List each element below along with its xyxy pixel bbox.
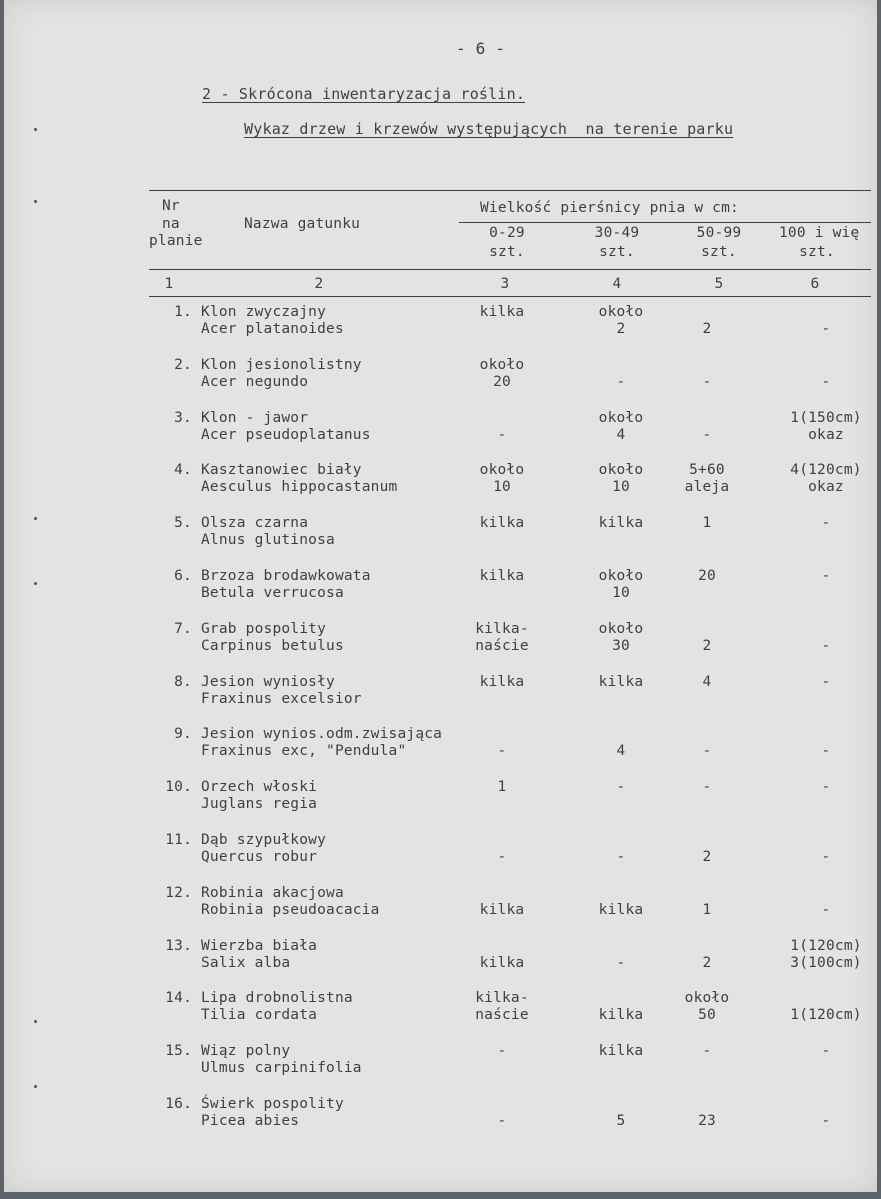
species-latin-name: Robinia pseudoacacia — [201, 902, 380, 918]
row-number: 6. — [174, 568, 192, 584]
species-latin-name: Aesculus hippocastanum — [201, 479, 398, 495]
species-polish-name: Świerk pospolity — [201, 1096, 344, 1112]
subheading: Wykaz drzew i krzewów występujących na terenie parku — [244, 120, 734, 138]
count-c6-line2: okaz — [808, 427, 844, 443]
count-c5-line1: 20 — [698, 568, 716, 584]
count-c4-line2: 10 — [612, 585, 630, 601]
species-polish-name: Brzoza brodawkowata — [201, 568, 371, 584]
species-latin-name: Acer negundo — [201, 374, 309, 390]
count-c6-line2: okaz — [808, 479, 844, 495]
row-number: 9. — [174, 726, 192, 742]
count-c5-line2: 2 — [702, 955, 712, 971]
species-polish-name: Klon - jawor — [201, 410, 309, 426]
header-range-30-49: 30-49 — [594, 225, 640, 241]
count-c3-line2: - — [497, 1113, 507, 1129]
count-c4-line1: około — [598, 621, 644, 637]
species-polish-name: Kasztanowiec biały — [201, 462, 362, 478]
header-rule — [149, 269, 871, 270]
margin-speck — [34, 200, 37, 203]
species-polish-name: Dąb szypułkowy — [201, 832, 327, 848]
species-latin-name: Acer platanoides — [201, 321, 344, 337]
species-latin-name: Betula verrucosa — [201, 585, 344, 601]
header-planie: planie — [149, 233, 203, 249]
header-range-50-99: 50-99 — [696, 225, 742, 241]
header-group-rule — [459, 222, 871, 223]
count-c4-line2: - — [616, 849, 626, 865]
count-c6-line2: 1(120cm) — [790, 1007, 862, 1023]
count-c3-line1: kilka — [479, 304, 525, 320]
count-c4-line2: - — [616, 374, 626, 390]
count-c6-line2: - — [821, 743, 831, 759]
header-unit: szt. — [799, 244, 835, 260]
count-c4-line2: 4 — [616, 743, 626, 759]
count-c6-line1: - — [821, 779, 831, 795]
count-c4-line1: kilka — [598, 515, 644, 531]
margin-speck — [34, 517, 37, 520]
count-c5-line2: 2 — [702, 321, 712, 337]
margin-speck — [34, 128, 37, 131]
count-c5-line2: 2 — [702, 849, 712, 865]
count-c5-line2: 2 — [702, 638, 712, 654]
row-number: 3. — [174, 410, 192, 426]
count-c3-line1: - — [497, 1043, 507, 1059]
row-number: 2. — [174, 357, 192, 373]
count-c5-line2: 1 — [702, 902, 712, 918]
count-c5-line1: 1 — [702, 515, 712, 531]
count-c5-line1: 5+60 — [689, 462, 725, 478]
header-unit: szt. — [599, 244, 635, 260]
count-c4-line2: - — [616, 955, 626, 971]
count-c3-line2: 20 — [493, 374, 511, 390]
count-c3-line1: kilka- — [475, 621, 529, 637]
species-polish-name: Jesion wyniosły — [201, 674, 335, 690]
count-c5-line1: - — [702, 779, 712, 795]
count-c3-line2: - — [497, 427, 507, 443]
count-c6-line1: - — [821, 674, 831, 690]
count-c3-line1: kilka — [479, 515, 525, 531]
species-polish-name: Olsza czarna — [201, 515, 309, 531]
count-c5-line2: - — [702, 427, 712, 443]
col-number-4: 4 — [612, 276, 622, 292]
species-latin-name: Alnus glutinosa — [201, 532, 335, 548]
count-c5-line2: 23 — [698, 1113, 716, 1129]
count-c3-line2: naście — [475, 638, 529, 654]
margin-speck — [34, 1085, 37, 1088]
row-number: 4. — [174, 462, 192, 478]
count-c3-line2: naście — [475, 1007, 529, 1023]
count-c5-line2: 50 — [698, 1007, 716, 1023]
header-unit: szt. — [701, 244, 737, 260]
count-c5-line2: - — [702, 374, 712, 390]
header-unit: szt. — [489, 244, 525, 260]
count-c5-line2: - — [702, 743, 712, 759]
species-polish-name: Jesion wynios.odm.zwisająca — [201, 726, 443, 742]
count-c6-line2: 3(100cm) — [790, 955, 862, 971]
count-c4-line1: około — [598, 304, 644, 320]
count-c4-line2: 10 — [612, 479, 630, 495]
species-latin-name: Juglans regia — [201, 796, 318, 812]
margin-speck — [34, 582, 37, 585]
row-number: 7. — [174, 621, 192, 637]
count-c5-line1: 4 — [702, 674, 712, 690]
count-c4-line2: 2 — [616, 321, 626, 337]
count-c6-line2: - — [821, 849, 831, 865]
header-na: na — [162, 216, 180, 232]
header-range-0-29: 0-29 — [489, 225, 525, 241]
count-c4-line2: 5 — [616, 1113, 626, 1129]
row-number: 5. — [174, 515, 192, 531]
count-c6-line1: - — [821, 1043, 831, 1059]
row-number: 11. — [165, 832, 192, 848]
count-c3-line1: około — [479, 462, 525, 478]
header-dbh-group: Wielkość pierśnicy pnia w cm: — [480, 200, 739, 216]
row-number: 12. — [165, 885, 192, 901]
count-c3-line2: 10 — [493, 479, 511, 495]
count-c4-line2: kilka — [598, 1007, 644, 1023]
row-number: 14. — [165, 990, 192, 1006]
species-polish-name: Lipa drobnolistna — [201, 990, 353, 1006]
col-number-6: 6 — [810, 276, 820, 292]
count-c3-line2: kilka — [479, 902, 525, 918]
species-polish-name: Robinia akacjowa — [201, 885, 344, 901]
col-number-5: 5 — [714, 276, 724, 292]
header-species-name: Nazwa gatunku — [244, 216, 361, 232]
count-c6-line2: - — [821, 1113, 831, 1129]
count-c6-line1: 1(150cm) — [790, 410, 862, 426]
count-c3-line1: kilka — [479, 674, 525, 690]
table-top-rule — [149, 190, 871, 191]
count-c4-line1: około — [598, 462, 644, 478]
species-latin-name: Tilia cordata — [201, 1007, 318, 1023]
count-c3-line1: około — [479, 357, 525, 373]
page-number: - 6 - — [456, 39, 506, 58]
species-latin-name: Fraxinus excelsior — [201, 691, 362, 707]
count-c4-line2: 30 — [612, 638, 630, 654]
count-c4-line2: 4 — [616, 427, 626, 443]
row-number: 13. — [165, 938, 192, 954]
count-c5-line1: - — [702, 1043, 712, 1059]
count-c3-line2: - — [497, 743, 507, 759]
species-latin-name: Quercus robur — [201, 849, 318, 865]
species-latin-name: Ulmus carpinifolia — [201, 1060, 362, 1076]
species-polish-name: Wierzba biała — [201, 938, 318, 954]
count-c4-line2: kilka — [598, 902, 644, 918]
count-c6-line2: - — [821, 638, 831, 654]
count-c3-line2: kilka — [479, 955, 525, 971]
header-nr: Nr — [162, 198, 180, 214]
species-latin-name: Carpinus betulus — [201, 638, 344, 654]
col-number-2: 2 — [314, 276, 324, 292]
count-c6-line2: - — [821, 374, 831, 390]
species-polish-name: Klon zwyczajny — [201, 304, 327, 320]
count-c6-line1: - — [821, 568, 831, 584]
header-bottom-rule — [149, 296, 871, 297]
count-c3-line1: 1 — [497, 779, 507, 795]
row-number: 8. — [174, 674, 192, 690]
document-page — [4, 0, 877, 1192]
count-c6-line1: - — [821, 515, 831, 531]
species-polish-name: Grab pospolity — [201, 621, 327, 637]
count-c5-line1: około — [684, 990, 730, 1006]
row-number: 16. — [165, 1096, 192, 1112]
count-c4-line1: około — [598, 568, 644, 584]
col-number-1: 1 — [164, 276, 174, 292]
margin-speck — [34, 1020, 37, 1023]
count-c4-line1: - — [616, 779, 626, 795]
count-c5-line2: aleja — [684, 479, 730, 495]
count-c6-line1: 4(120cm) — [790, 462, 862, 478]
count-c3-line1: kilka — [479, 568, 525, 584]
species-polish-name: Klon jesionolistny — [201, 357, 362, 373]
species-polish-name: Wiąz polny — [201, 1043, 291, 1059]
species-latin-name: Picea abies — [201, 1113, 300, 1129]
count-c4-line1: kilka — [598, 674, 644, 690]
row-number: 1. — [174, 304, 192, 320]
species-latin-name: Acer pseudoplatanus — [201, 427, 371, 443]
row-number: 15. — [165, 1043, 192, 1059]
species-latin-name: Salix alba — [201, 955, 291, 971]
count-c4-line1: kilka — [598, 1043, 644, 1059]
count-c6-line2: - — [821, 321, 831, 337]
count-c4-line1: około — [598, 410, 644, 426]
species-latin-name: Fraxinus exc, "Pendula" — [201, 743, 407, 759]
count-c3-line2: - — [497, 849, 507, 865]
header-range-100-plus: 100 i wię — [779, 225, 860, 241]
row-number: 10. — [165, 779, 192, 795]
species-polish-name: Orzech włoski — [201, 779, 318, 795]
col-number-3: 3 — [500, 276, 510, 292]
count-c6-line2: - — [821, 902, 831, 918]
count-c3-line1: kilka- — [475, 990, 529, 1006]
section-heading: 2 - Skrócona inwentaryzacja roślin. — [202, 85, 526, 103]
count-c6-line1: 1(120cm) — [790, 938, 862, 954]
